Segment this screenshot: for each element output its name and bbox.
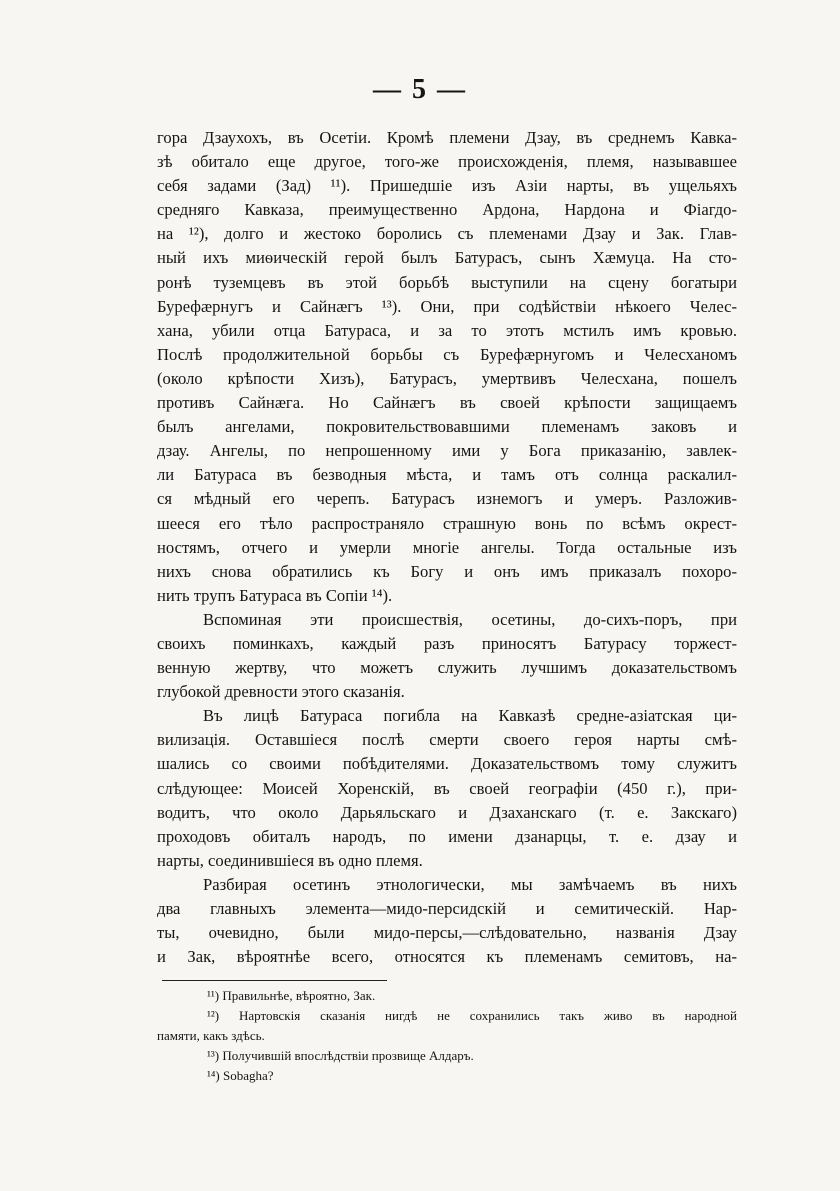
page-number: — 5 —	[373, 74, 467, 105]
text-line: вилизація. Оставшіеся послѣ смерти своего героя нарты смѣ-	[157, 730, 737, 750]
footnote-continuation: памяти, какъ здѣсь.	[157, 1028, 265, 1043]
text-line: былъ ангелами, покровительствовавшими племенамъ заковъ и	[157, 417, 737, 437]
text-line: хана, убили отца Батураса, и за то этотъ мстилъ имъ кровью.	[157, 320, 737, 340]
text-line: нить трупъ Батураса въ Сопіи ¹⁴).	[157, 585, 393, 605]
body-text	[157, 126, 737, 969]
text-line: дзау. Ангелы, по непрошенному ими у Бога приказанію, завлек-	[157, 441, 737, 461]
text-line: гора Дзаухохъ, въ Осетіи. Кромѣ племени Дзау, въ среднемъ Кавка-	[157, 128, 737, 147]
text-line: Разбирая осетинъ этнологически, мы замѣчаемъ въ нихъ	[203, 874, 737, 894]
text-line: нарты, соединившіеся въ одно племя.	[157, 850, 423, 870]
text-line: проходовъ обиталъ народъ, по имени дзанарцы, т. е. дзау и	[157, 826, 737, 846]
text-line: глубокой древности этого сказанія.	[157, 682, 405, 702]
text-line: два главныхъ элемента—мидо-персидскій и семитическій. Нар-	[157, 899, 737, 918]
text-line: Послѣ продолжительной борьбы съ Бурефæрнугомъ и Челесханомъ	[157, 344, 737, 364]
text-line: шееся его тѣло распространяло страшную вонь по всѣмъ окрест-	[157, 513, 737, 533]
text-line: себя задами (Зад) ¹¹). Пришедшіе изъ Азіи нарты, въ ущельяхъ	[157, 176, 737, 196]
footnote: ¹³) Получившій впослѣдствіи прозвище Алдаръ.	[207, 1048, 474, 1063]
text-line: ся мѣдный его черепъ. Батурасъ изнемогъ и умеръ. Разложив-	[157, 489, 737, 509]
text-line: и Зак, вѣроятнѣе всего, относятся къ племенамъ семитовъ, на-	[157, 947, 737, 967]
text-line: слѣдующее: Моисей Хоренскій, въ своей географіи (450 г.), при-	[157, 778, 737, 798]
text-line: зѣ обитало еще другое, того-же происхожденія, племя, называвшее	[157, 152, 737, 172]
text-line: средняго Кавказа, преимущественно Ардона, Нардона и Фіагдо-	[157, 200, 737, 220]
footnote: ¹⁴) Sobagha?	[207, 1068, 274, 1083]
footnote-divider	[162, 980, 387, 981]
text-line: (около крѣпости Хизъ), Батурасъ, умертвивъ Челесхана, пошелъ	[157, 368, 737, 388]
text-line: своихъ поминкахъ, каждый разъ приносятъ Батурасу торжест-	[157, 633, 737, 653]
text-line: ный ихъ миѳическій герой былъ Батурасъ, сынъ Хæмуца. На сто-	[157, 248, 737, 268]
footnote: ¹¹) Правильнѣе, вѣроятно, Зак.	[207, 988, 376, 1003]
text-line: венную жертву, что можетъ служить лучшимъ доказательствомъ	[157, 658, 737, 678]
text-line: Вспоминая эти происшествія, осетины, до-сихъ-поръ, при	[203, 609, 737, 629]
footnotes	[157, 986, 737, 1086]
text-line: противъ Сайнæга. Но Сайнæгъ въ своей крѣпости защищаемъ	[157, 393, 737, 413]
text-line: нихъ снова обратились къ Богу и онъ имъ приказалъ похоро-	[157, 561, 737, 581]
text-line: Бурефæрнугъ и Сайнæгъ ¹³). Они, при содѣйствіи нѣкоего Челес-	[157, 296, 737, 316]
text-line: водитъ, что около Дарьяльскаго и Дзаханскаго (т. е. Закскаго)	[157, 802, 737, 822]
text-line: ностямъ, отчего и умерли многіе ангелы. Тогда остальные изъ	[157, 537, 737, 557]
text-line: ты, очевидно, были мидо-персы,—слѣдовательно, названія Дзау	[157, 923, 737, 943]
text-line: на ¹²), долго и жестоко боролись съ племенами Дзау и Зак. Глав-	[157, 224, 737, 244]
text-line: ронѣ туземцевъ въ этой борьбѣ выступили на сцену богатыри	[157, 272, 737, 292]
text-line: Въ лицѣ Батураса погибла на Кавказѣ средне-азіатская ци-	[203, 706, 737, 726]
text-line: ли Батураса въ безводныя мѣста, и тамъ отъ солнца раскалил-	[157, 465, 737, 485]
text-line: шались со своими побѣдителями. Доказательствомъ тому служитъ	[157, 754, 737, 774]
footnote: ¹²) Нартовскія сказанія нигдѣ не сохранились такъ живо въ народной	[207, 1008, 737, 1023]
